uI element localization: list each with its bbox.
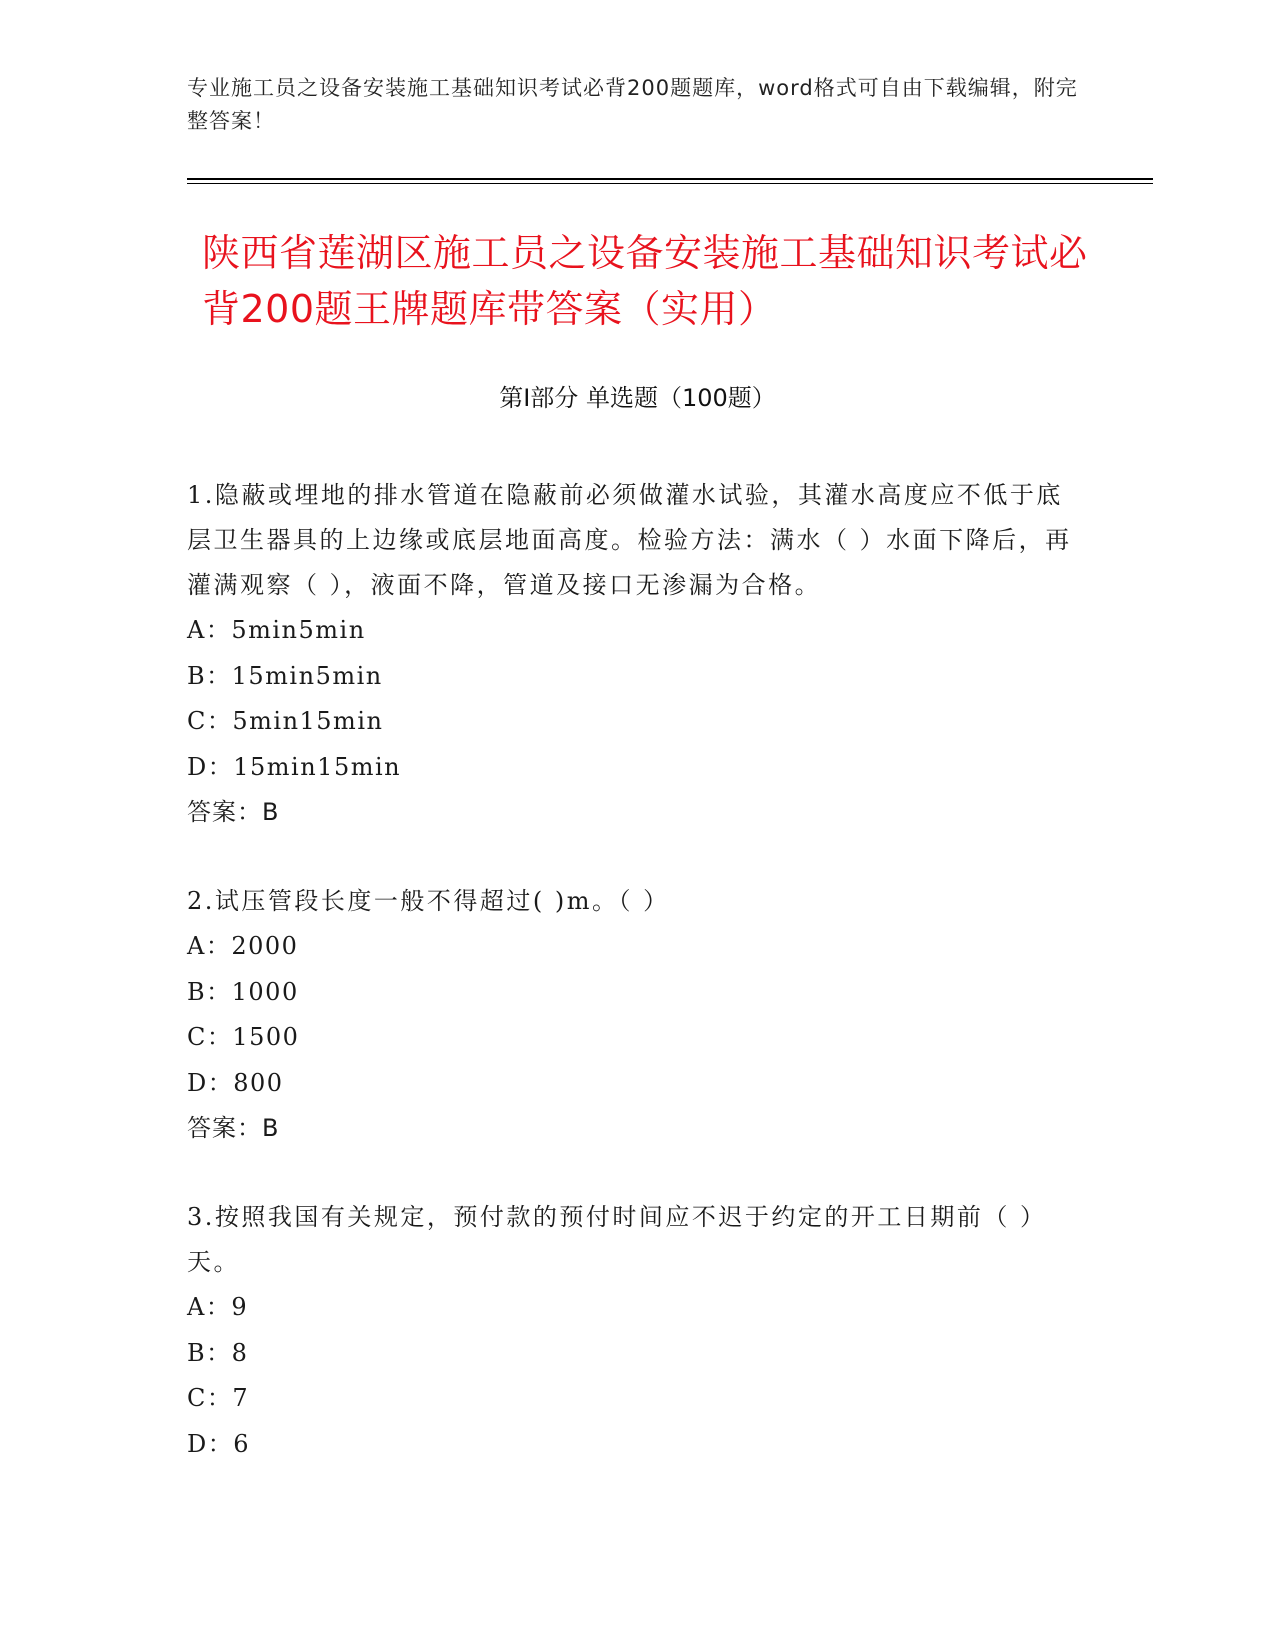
header-divider-thick [187, 178, 1153, 180]
question-answer: 答案：B [187, 798, 280, 826]
section-title: 第Ⅰ部分 单选题（100题） [499, 384, 776, 412]
document-header-note: 专业施工员之设备安装施工基础知识考试必背200题题库，word格式可自由下载编辑，附完整答案！ [187, 76, 1078, 133]
option-b: B：8 [187, 1338, 249, 1367]
question-options [187, 1285, 1077, 1467]
option-c: C：1500 [187, 1023, 300, 1051]
option-c: C：7 [187, 1384, 250, 1412]
question-stem: 1.隐蔽或埋地的排水管道在隐蔽前必须做灌水试验，其灌水高度应不低于底层卫生器具的上边缘或底层地面高度。检验方法：满水（ ）水面下降后，再灌满观察（ ），液面不降，管道及接口无渗漏为合格。 [187, 481, 1072, 599]
option-d: D：6 [187, 1429, 251, 1458]
option-b: B：15min5min [187, 661, 383, 690]
option-d: D：15min15min [187, 752, 402, 781]
header-divider-thin [187, 183, 1153, 184]
question-2 [187, 879, 1077, 1151]
option-c: C：5min15min [187, 707, 384, 735]
option-a: A：5min5min [187, 616, 366, 644]
question-1 [187, 473, 1077, 835]
option-a: A：9 [187, 1293, 249, 1321]
question-stem: 3.按照我国有关规定，预付款的预付时间应不迟于约定的开工日期前（ ）天。 [187, 1203, 1047, 1276]
question-options [187, 608, 1077, 790]
option-a: A：2000 [187, 932, 299, 960]
question-options [187, 924, 1077, 1106]
document-title: 陕西省莲湖区施工员之设备安装施工基础知识考试必背200题王牌题库带答案（实用） [202, 231, 1088, 331]
question-stem: 2.试压管段长度一般不得超过( )m。（ ） [187, 887, 670, 915]
question-3 [187, 1195, 1077, 1467]
question-answer: 答案：B [187, 1114, 280, 1142]
option-d: D：800 [187, 1068, 284, 1097]
option-b: B：1000 [187, 977, 299, 1006]
question-list [187, 473, 1077, 1511]
